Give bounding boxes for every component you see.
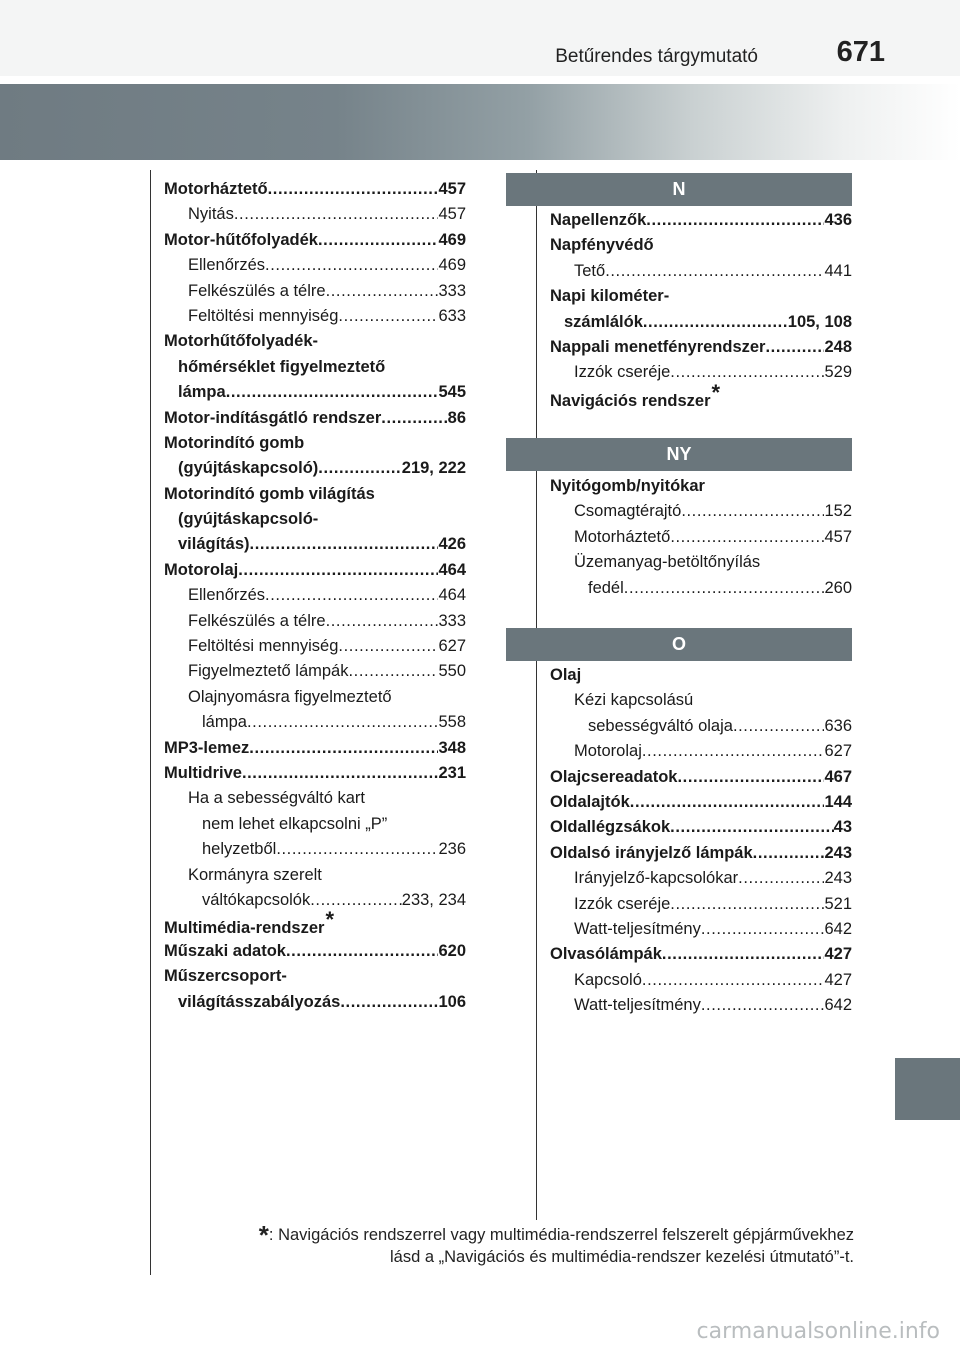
index-entry-term: sebességváltó olaja [588,716,733,735]
index-entry [550,815,852,840]
dot-leader [738,866,824,891]
index-entry [164,710,466,735]
index-entry [164,431,466,456]
index-entry [164,736,466,761]
dot-leader [381,406,447,431]
index-entry [550,765,852,790]
dot-leader [681,499,824,524]
index-entry [164,761,466,786]
dot-leader [348,659,438,684]
index-entry [550,284,852,309]
index-entry-term: Műszercsoport- [164,967,287,986]
index-entry [164,583,466,608]
index-entry-term: Motor-indításgátló rendszer [164,408,382,427]
index-entry [164,863,466,888]
index-entry-term: Kézi kapcsolású [574,691,694,710]
index-entry-page: 521 [824,894,852,913]
index-entry-term: váltókapcsolók [202,890,311,909]
index-entry-term: Kapcsoló [574,970,642,989]
index-entry-page: 457 [824,527,852,546]
index-entry-page: 248 [824,337,852,356]
index-entry [164,634,466,659]
index-entry-page: 333 [438,281,466,300]
index-entry-term: Motorolaj [574,742,642,761]
index-entry [550,576,852,601]
index-entry-term: Nyitógomb/nyitókar [550,477,705,495]
index-entry [164,837,466,862]
index-entry [550,993,852,1018]
index-entry [164,177,466,202]
dot-leader [286,939,439,964]
index-entry-term: Oldalsó irányjelző lámpák [550,843,753,862]
dot-leader [250,532,439,557]
index-entry-term: (gyújtáskapcsoló) [178,459,319,478]
dot-leader [265,253,438,278]
index-entry-page: 436 [824,211,852,229]
index-entry [164,532,466,557]
index-entry-page: 260 [824,578,852,597]
dot-leader [670,525,824,550]
index-entry [164,558,466,583]
index-entry-term: fedél [588,578,624,597]
dot-leader [268,177,439,202]
section-header [506,438,852,471]
index-entry-term: világításszabályozás [178,992,341,1011]
index-entry [164,228,466,253]
header-banner [0,84,960,160]
index-entry-page: 333 [438,611,466,630]
index-entry-term: Motor-hűtőfolyadék [164,230,318,249]
index-entry-term: Oldalajtók [550,792,630,811]
index-entry-term: Motorhűtőfolyadék- [164,332,318,351]
index-entry-term: Napi kilométer- [550,287,670,306]
index-entry-page: 467 [824,767,852,786]
index-entry-term: Műszaki adatok [164,941,286,960]
footnote-text-1: : Navigációs rendszerrel vagy multimédia-rendszerrel felszerelt gépjárművekhez [268,1226,854,1244]
column-divider [536,170,537,1220]
index-entry [164,406,466,431]
index-entry-page: 642 [824,919,852,938]
left-column-rule [150,170,151,1275]
index-entry-page: 642 [824,996,852,1015]
index-entry-page: 457 [438,205,466,224]
index-entry-page: 636 [824,716,852,735]
index-entry [164,907,466,938]
dot-leader [670,360,824,385]
index-entry-page: 86 [447,408,466,427]
index-entry [164,888,466,913]
index-entry-term: Olaj [550,666,582,684]
index-entry-term: Olajnyomásra figyelmeztető [188,687,392,706]
index-entry [550,525,852,550]
index-entry [164,456,466,481]
dot-leader [646,208,824,233]
index-entry-term: Figyelmeztető lámpák [188,662,349,681]
index-entry-term: Oldallégzsákok [550,818,671,837]
index-entry-term: hőmérséklet figyelmeztető [178,357,386,376]
section-letter: N [672,179,686,199]
index-entry-term: lámpa [178,383,226,402]
index-entry-page: 144 [824,792,852,811]
index-entry-page: 427 [824,970,852,989]
index-entry [550,379,852,411]
footnote-text-2: lásd a „Navigációs és multimédia-rendszer kezelési útmutató”-t. [389,1248,854,1266]
dot-leader [247,710,439,735]
index-entry-term: Felkészülés a télre [188,281,326,300]
dot-leader [701,993,825,1018]
dot-leader [670,815,834,840]
index-entry [164,609,466,634]
top-strip [0,0,960,76]
index-entry-page: 105, 108 [787,312,852,331]
index-entry-term: Napfényvédő [550,236,654,255]
index-entry-term: Watt-teljesítmény [574,919,701,938]
index-entry-term: Motorolaj [164,560,239,579]
index-entry-term: Nyitás [188,205,234,224]
index-entry [550,739,852,764]
index-entry-term: Feltöltési mennyiség [188,306,339,325]
index-entry [550,474,852,499]
index-entry [550,259,852,284]
index-entry [164,812,466,837]
index-entry [550,663,852,688]
dot-leader [234,202,439,227]
index-entry-page: 152 [824,502,852,521]
index-entry-page: 633 [438,306,466,325]
index-entry [164,964,466,989]
index-entry-page: 550 [438,662,466,681]
index-entry-page: 627 [438,637,466,656]
index-entry-term: Izzók cseréje [574,894,671,913]
section-letter: O [671,634,686,654]
index-entry [164,685,466,710]
index-entry-page: 427 [824,945,852,964]
dot-leader [242,761,439,786]
index-entry-page: 545 [438,383,466,402]
footnote-line-2 [390,1248,854,1267]
index-entry-term: MP3-lemez [164,738,250,757]
index-entry-page: 627 [824,742,852,761]
footnote-marker: * [325,907,335,933]
index-entry-term: Ellenőrzés [188,586,266,605]
dot-leader [340,990,438,1015]
index-entry [164,304,466,329]
dot-leader [765,335,824,360]
index-entry-page: 219, 222 [401,459,466,478]
index-entry-term: Navigációs rendszer [550,391,711,410]
page-number: 671 [836,36,885,68]
index-entry-term: világítás) [178,535,250,554]
index-entry-term: Ellenőrzés [188,256,266,275]
footnote-marker: * [711,379,721,405]
index-entry-page: 426 [438,535,466,554]
index-entry [164,380,466,405]
index-entry-term: Multimédia-rendszer [164,919,325,938]
index-entry-term: nem lehet elkapcsolni „P” [202,814,388,833]
index-entry-term: Irányjelző-kapcsolókar [574,869,739,888]
index-entry-term: Felkészülés a télre [188,611,326,630]
running-header-title: Betűrendes tárgymutató [555,46,758,67]
footnote-star: * [258,1220,269,1250]
dot-leader [326,279,439,304]
index-entry-term: Motorindító gomb világítás [164,484,375,503]
index-entry [164,253,466,278]
dot-leader [753,841,825,866]
index-entry [164,786,466,811]
index-entry-page: 236 [438,840,466,859]
section-header [506,628,852,661]
index-entry-page: 106 [438,992,466,1011]
index-entry-term: Motorháztető [164,180,268,198]
index-entry-term: Napellenzők [550,211,647,229]
index-entry-page: 233, 234 [401,890,466,909]
index-entry-term: Csomagtérajtó [574,502,682,521]
index-entry-page: 43 [833,818,852,837]
section-entries [550,663,852,1018]
left-index-column [164,177,466,1015]
index-entry-page: 464 [438,586,466,605]
dot-leader [605,259,824,284]
index-entry [164,990,466,1015]
index-entry [550,335,852,360]
index-entry [164,355,466,380]
index-entry [550,499,852,524]
index-entry-term: Motorindító gomb [164,433,305,452]
index-entry [550,714,852,739]
index-entry-term: Tető [574,261,606,280]
index-entry [550,233,852,258]
index-entry [164,202,466,227]
index-entry-term: (gyújtáskapcsoló- [178,510,319,529]
index-entry-page: 558 [438,713,466,732]
index-entry-page: 231 [438,763,466,782]
index-entry-page: 243 [824,843,852,862]
dot-leader [643,310,788,335]
index-entry-term: helyzetből [202,840,277,859]
index-entry [164,939,466,964]
index-entry-term: Izzók cseréje [574,363,671,382]
dot-leader [630,790,825,815]
dot-leader [624,576,825,601]
index-entry-page: 529 [824,363,852,382]
index-entry-term: Olajcsereadatok [550,767,678,786]
index-entry [164,659,466,684]
dot-leader [276,837,438,862]
index-entry-term: Olvasólámpák [550,945,662,964]
index-entry-page: 243 [824,869,852,888]
index-entry [164,482,466,507]
dot-leader [662,942,825,967]
dot-leader [310,888,402,913]
index-entry [550,550,852,575]
footnote-line-1 [258,1216,854,1250]
index-entry-term: Nappali menetfényrendszer [550,337,766,356]
index-entry-term: Ha a sebességváltó kart [188,789,366,808]
index-entry-page: 620 [438,941,466,960]
dot-leader [670,892,824,917]
index-entry [550,942,852,967]
index-entry-term: Feltöltési mennyiség [188,637,339,656]
dot-leader [318,228,438,253]
dot-leader [678,765,825,790]
dot-leader [249,736,438,761]
dot-leader [338,634,438,659]
dot-leader [326,609,439,634]
index-entry [550,208,852,233]
index-entry-term: Multidrive [164,763,242,782]
index-entry-page: 464 [438,560,466,579]
index-entry-term: Kormányra szerelt [188,865,322,884]
index-entry-term: számlálók [564,312,643,331]
index-entry [550,892,852,917]
index-entry [550,866,852,891]
index-entry [164,507,466,532]
index-entry-page: 469 [438,256,466,275]
index-entry-page: 348 [438,738,466,757]
index-entry [550,917,852,942]
dot-leader [226,380,439,405]
index-entry-term: Watt-teljesítmény [574,996,701,1015]
index-entry [550,360,852,385]
section-entries [550,474,852,601]
dot-leader [642,739,825,764]
index-entry [550,790,852,815]
section-entries [550,208,852,411]
chapter-thumb-tab [895,1058,960,1120]
index-entry-page: 469 [438,230,466,249]
index-entry-term: lámpa [202,713,247,732]
index-entry [550,968,852,993]
dot-leader [265,583,438,608]
dot-leader [642,968,825,993]
index-entry [550,688,852,713]
index-entry [550,841,852,866]
dot-leader [701,917,825,942]
index-entry [550,310,852,335]
section-letter: NY [666,444,692,464]
watermark: carmanualsonline.info [696,1319,940,1344]
dot-leader [338,304,438,329]
index-entry-term: Motorháztető [574,527,671,546]
index-entry [164,279,466,304]
index-entry-term: Üzemanyag-betöltőnyílás [574,553,761,572]
section-header [506,173,852,206]
index-entry-page: 441 [824,261,852,280]
index-entry [164,329,466,354]
dot-leader [318,456,401,481]
dot-leader [733,714,825,739]
index-entry-page: 457 [438,180,466,198]
dot-leader [238,558,438,583]
